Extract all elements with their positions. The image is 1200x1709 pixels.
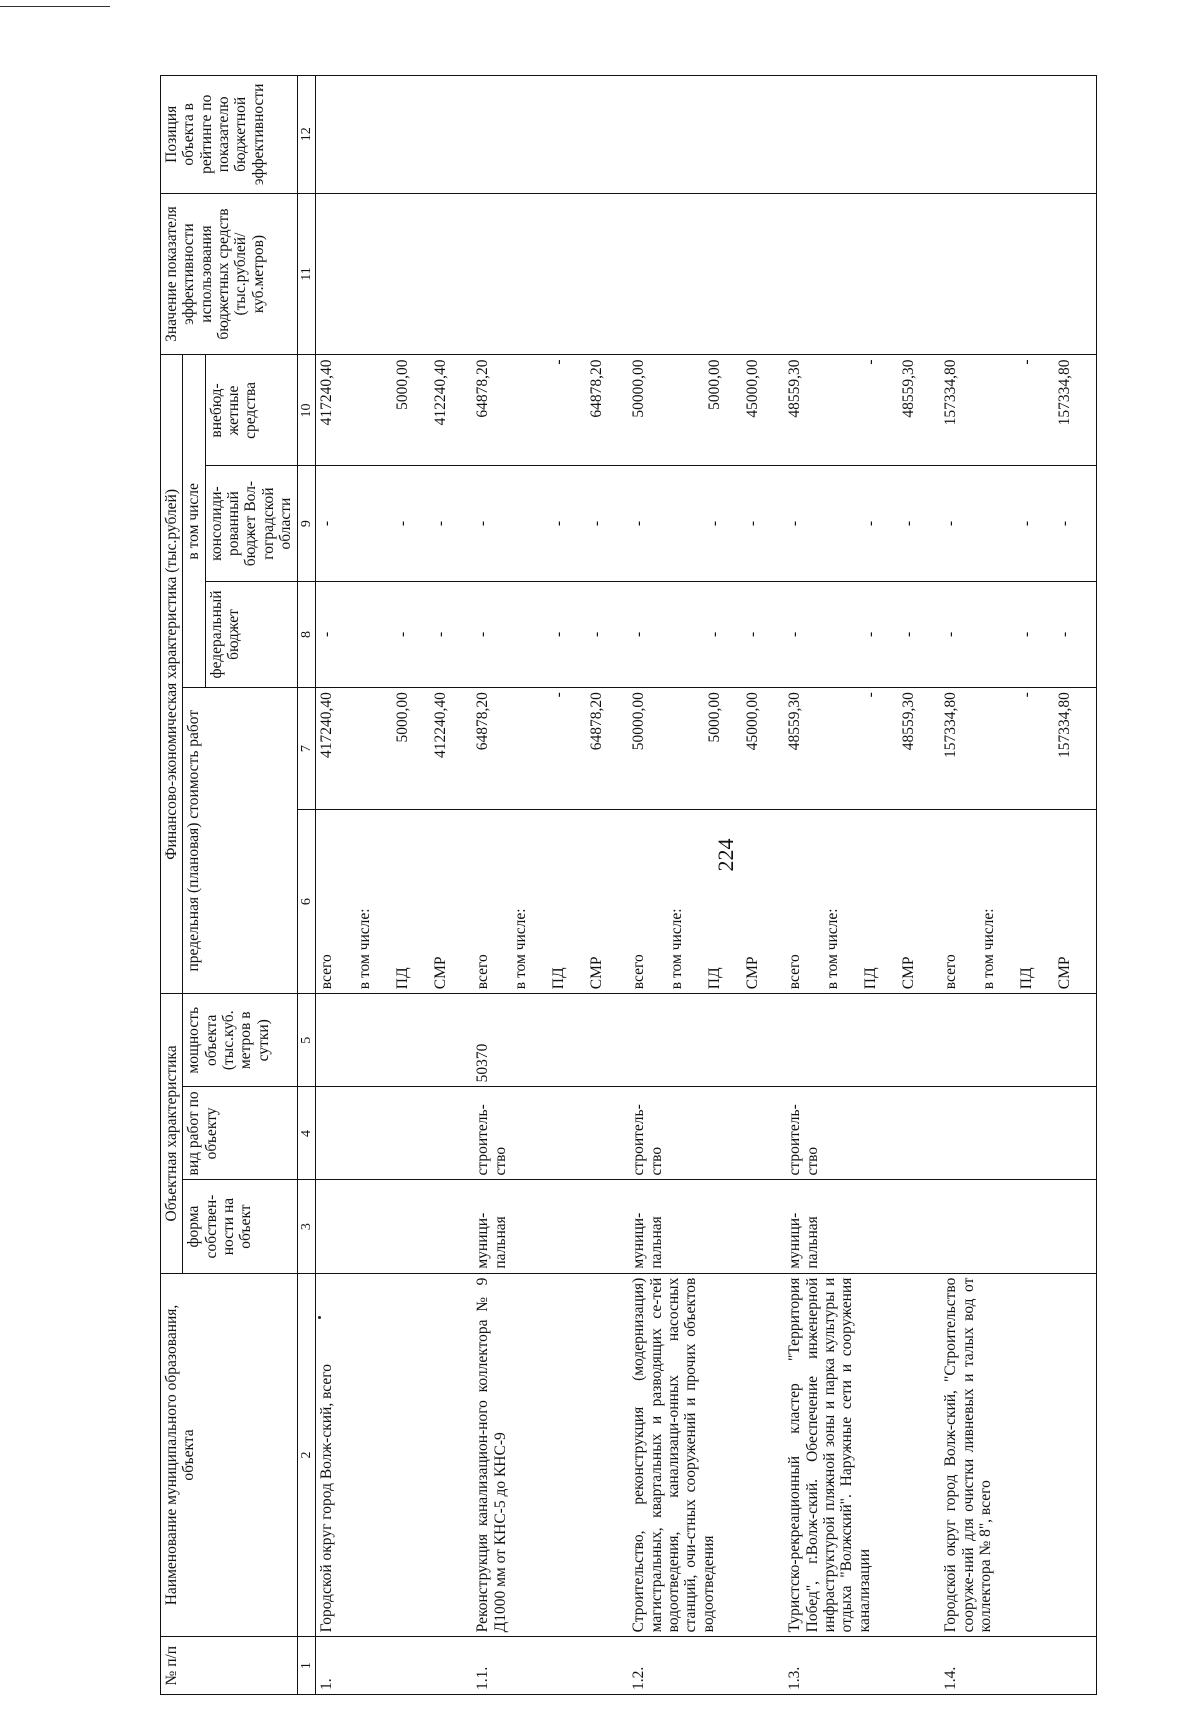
- row-regional-value: -: [318, 521, 336, 527]
- row-capacity: 50370: [472, 994, 628, 1087]
- header-regional: консолиди-рованный бюджет Вол-гоградской области: [205, 466, 297, 581]
- row-regional-value: [668, 470, 706, 576]
- header-financial-characteristic: Финансово-экономическая характеристика (тыс.рублей): [161, 355, 183, 994]
- row-cost-value: [668, 692, 706, 805]
- row-federal-value: -: [394, 631, 412, 638]
- row-rating: [628, 76, 784, 194]
- row-work-type: строитель-ство: [784, 1087, 940, 1180]
- header-num: № п/п: [161, 1637, 298, 1695]
- header-including: в том числе: [183, 355, 205, 688]
- row-name: Туристско-рекреационный кластер "Территория Побед", г.Волж-ский. Обеспечение инженерной инфраструктурой пляжной зоны и парка культуры и отдыха "Волжский". Наружные сети и сооружения канализации: [784, 1273, 940, 1637]
- row-cost-label-value: СМР: [744, 956, 762, 990]
- row-cost-value: [980, 692, 1018, 805]
- row-cost-label-value: ПД: [1018, 967, 1036, 990]
- row-work-type: [940, 1087, 1097, 1180]
- header-ownership: форма собствен-ности на объект: [183, 1180, 297, 1273]
- row-extra-value: [668, 359, 706, 461]
- row-cost-value: 64878,20: [474, 692, 492, 751]
- row-efficiency: [784, 193, 940, 355]
- row-name: Городской округ город Волж-ский, "Строительство сооруже-ний для очистки ливневых и талых вод от коллектора № 8", всего: [940, 1273, 1097, 1637]
- header-rating: Позиция объекта в рейтинге по показателю бюджетной эффективности: [161, 76, 298, 194]
- header-federal: федеральный бюджет: [205, 581, 297, 687]
- header-cost: предельная (плановая) стоимость работ: [183, 688, 297, 994]
- row-extra-value: 48559,30: [900, 359, 918, 418]
- scan-corner-line: [0, 0, 110, 7]
- row-cost-value: 48559,30: [786, 692, 804, 751]
- row-federal-value: -: [786, 631, 804, 638]
- table-row: [472, 76, 628, 1695]
- row-name: Реконструкция канализацион-ного коллектора № 9 Д1000 мм от КНС-5 до КНС-9: [472, 1273, 628, 1637]
- row-regional-value: -: [706, 521, 724, 527]
- row-regional-value: -: [630, 521, 648, 527]
- column-number: 12: [297, 76, 316, 194]
- row-cost-value: [824, 692, 862, 805]
- row-cost: [472, 688, 628, 810]
- row-rating: [940, 76, 1097, 194]
- row-federal-value: -: [550, 631, 568, 638]
- column-number: 6: [297, 810, 316, 994]
- row-capacity: [316, 994, 473, 1087]
- row-cost-label-value: всего: [630, 954, 648, 990]
- row-ownership: [940, 1180, 1097, 1273]
- row-extra-value: [512, 359, 550, 461]
- row-efficiency: [940, 193, 1097, 355]
- row-capacity: [940, 994, 1097, 1087]
- row-extra-value: 157334,80: [1056, 359, 1074, 426]
- row-regional-value: -: [1056, 521, 1074, 527]
- row-number: 1.: [316, 1637, 473, 1695]
- row-regional-value: -: [744, 521, 762, 527]
- row-cost-label-value: СМР: [1056, 956, 1074, 990]
- row-regional: [940, 466, 1097, 581]
- row-extra-value: 5000,00: [394, 359, 412, 410]
- row-efficiency: [316, 193, 473, 355]
- row-cost-label-value: ПД: [862, 967, 880, 990]
- row-cost-value: 50000,00: [630, 692, 648, 751]
- row-cost-label-value: в том числе:: [356, 908, 374, 990]
- column-number: 1: [297, 1637, 316, 1695]
- row-federal-value: -: [706, 631, 724, 638]
- row-cost-label-value: всего: [786, 954, 804, 990]
- row-ownership: муници-пальная: [628, 1180, 784, 1273]
- row-regional-value: -: [588, 521, 606, 527]
- row-extra-value: 412240,40: [432, 359, 450, 426]
- row-cost-label-value: всего: [474, 954, 492, 990]
- row-extra-value: 64878,20: [474, 359, 492, 418]
- row-cost: [940, 688, 1097, 810]
- table-header: [161, 76, 316, 1695]
- table-row: [940, 76, 1097, 1695]
- row-federal-value: -: [1056, 631, 1074, 638]
- row-federal-value: [824, 586, 862, 683]
- row-cost-label-value: в том числе:: [824, 908, 842, 990]
- row-cost-label-value: в том числе:: [512, 908, 530, 990]
- row-cost-label-value: СМР: [432, 956, 450, 990]
- row-cost-value: -: [550, 692, 568, 698]
- row-extra: [784, 355, 940, 466]
- row-cost-value: 48559,30: [900, 692, 918, 751]
- row-work-type: строитель-ство: [472, 1087, 628, 1180]
- row-federal: [472, 581, 628, 687]
- row-cost-label: [940, 810, 1097, 994]
- row-regional: [472, 466, 628, 581]
- row-cost-value: [512, 692, 550, 805]
- row-federal: [316, 581, 473, 687]
- row-rating: [784, 76, 940, 194]
- row-federal-value: [512, 586, 550, 683]
- row-number: 1.2.: [628, 1637, 784, 1695]
- column-number: 2: [297, 1273, 316, 1637]
- column-number-row: [297, 76, 316, 1695]
- row-cost-value: 157334,80: [1056, 692, 1074, 759]
- row-regional-value: -: [862, 521, 880, 527]
- row-extra-value: 157334,80: [942, 359, 960, 426]
- row-regional-value: -: [432, 521, 450, 527]
- row-extra: [940, 355, 1097, 466]
- row-extra: [316, 355, 473, 466]
- row-cost-label: [472, 810, 628, 994]
- row-cost-label: [628, 810, 784, 994]
- row-extra-value: [824, 359, 862, 461]
- row-regional-value: -: [786, 521, 804, 527]
- row-name: Городской округ город Волж-ский, всего: [316, 1273, 473, 1637]
- row-cost-label-value: в том числе:: [668, 908, 686, 990]
- row-federal: [940, 581, 1097, 687]
- row-regional-value: -: [1018, 521, 1036, 527]
- row-cost-label: [316, 810, 473, 994]
- row-number: 1.3.: [784, 1637, 940, 1695]
- row-regional: [316, 466, 473, 581]
- row-regional-value: -: [474, 521, 492, 527]
- row-federal-value: -: [588, 631, 606, 638]
- row-cost-label-value: СМР: [900, 956, 918, 990]
- rotated-table-container: [160, 75, 1200, 1695]
- row-cost-label-value: в том числе:: [980, 908, 998, 990]
- row-efficiency: [472, 193, 628, 355]
- row-federal-value: -: [432, 631, 450, 638]
- row-regional-value: [512, 470, 550, 576]
- row-federal-value: -: [744, 631, 762, 638]
- row-extra-value: 45000,00: [744, 359, 762, 418]
- column-number: 7: [297, 688, 316, 810]
- row-regional-value: [824, 470, 862, 576]
- row-cost-label-value: ПД: [394, 967, 412, 990]
- row-cost-label-value: ПД: [706, 967, 724, 990]
- row-rating: [472, 76, 628, 194]
- row-cost: [628, 688, 784, 810]
- row-ownership: муници-пальная: [472, 1180, 628, 1273]
- row-cost: [316, 688, 473, 810]
- row-work-type: [316, 1087, 473, 1180]
- row-cost: [784, 688, 940, 810]
- row-cost-value: 417240,40: [318, 692, 336, 759]
- row-cost-value: 45000,00: [744, 692, 762, 751]
- row-cost-label-value: всего: [942, 954, 960, 990]
- row-regional-value: -: [550, 521, 568, 527]
- column-number: 9: [297, 466, 316, 581]
- row-capacity: [784, 994, 940, 1087]
- row-rating: [316, 76, 473, 194]
- row-capacity: [628, 994, 784, 1087]
- row-regional-value: -: [942, 521, 960, 527]
- column-number: 4: [297, 1087, 316, 1180]
- row-federal-value: -: [318, 631, 336, 638]
- header-capacity: мощность объекта (тыс.куб. метров в сутки): [183, 994, 297, 1087]
- row-federal-value: -: [900, 631, 918, 638]
- row-ownership: муници-пальная: [784, 1180, 940, 1273]
- row-name: Строительство, реконструкция (модернизация) магистральных, квартальных и разводящих се-тей водоотведения, канализаци-онных насосных станций, очи-стных сооружений и прочих объектов водоотведения: [628, 1273, 784, 1637]
- row-extra-value: 50000,00: [630, 359, 648, 418]
- row-extra-value: -: [550, 359, 568, 365]
- row-cost-label-value: СМР: [588, 956, 606, 990]
- row-cost-value: 157334,80: [942, 692, 960, 759]
- row-cost-value: 5000,00: [394, 692, 412, 743]
- row-regional: [784, 466, 940, 581]
- row-extra-value: 5000,00: [706, 359, 724, 410]
- row-federal-value: -: [1018, 631, 1036, 638]
- row-extra-value: [980, 359, 1018, 461]
- column-number: 11: [297, 193, 316, 355]
- row-cost-value: [356, 692, 394, 805]
- row-federal-value: -: [474, 631, 492, 638]
- row-cost-value: 5000,00: [706, 692, 724, 743]
- row-federal: [784, 581, 940, 687]
- column-number: 3: [297, 1180, 316, 1273]
- row-efficiency: [628, 193, 784, 355]
- row-regional: [628, 466, 784, 581]
- row-number: 1.1.: [472, 1637, 628, 1695]
- row-number: 1.4.: [940, 1637, 1097, 1695]
- row-extra: [472, 355, 628, 466]
- row-federal: [628, 581, 784, 687]
- row-cost-value: -: [1018, 692, 1036, 698]
- row-extra-value: -: [1018, 359, 1036, 365]
- row-regional-value: -: [900, 521, 918, 527]
- header-object-characteristic: Объектная характеристика: [161, 994, 183, 1273]
- row-extra-value: 48559,30: [786, 359, 804, 418]
- header-work-type: вид работ по объекту: [183, 1087, 297, 1180]
- table-row: [316, 76, 473, 1695]
- table-body: [316, 76, 1097, 1695]
- row-cost-value: -: [862, 692, 880, 698]
- financial-table: [160, 75, 1097, 1695]
- row-regional-value: [980, 470, 1018, 576]
- header-efficiency: Значение показателя эффективности использования бюджетных средств (тыс.рублей/ куб.метров): [161, 193, 298, 355]
- row-extra-value: 417240,40: [318, 359, 336, 426]
- table-row: [784, 76, 940, 1695]
- table-row: [628, 76, 784, 1695]
- row-extra: [628, 355, 784, 466]
- header-extra: внебюд-жетные средства: [205, 355, 297, 466]
- column-number: 5: [297, 994, 316, 1087]
- row-work-type: строитель-ство: [628, 1087, 784, 1180]
- row-extra-value: [356, 359, 394, 461]
- row-federal-value: -: [630, 631, 648, 638]
- row-ownership: [316, 1180, 473, 1273]
- row-federal-value: -: [862, 631, 880, 638]
- row-federal-value: [356, 586, 394, 683]
- row-extra-value: -: [862, 359, 880, 365]
- row-cost-value: 64878,20: [588, 692, 606, 751]
- row-regional-value: -: [394, 521, 412, 527]
- column-number: 8: [297, 581, 316, 687]
- row-federal-value: -: [942, 631, 960, 638]
- row-federal-value: [668, 586, 706, 683]
- row-cost-label: [784, 810, 940, 994]
- row-cost-label-value: всего: [318, 954, 336, 990]
- row-extra-value: 64878,20: [588, 359, 606, 418]
- header-name: Наименование муниципального образования, объекта: [161, 1273, 298, 1637]
- page-number: 224: [713, 838, 738, 872]
- column-number: 10: [297, 355, 316, 466]
- row-cost-label-value: ПД: [550, 967, 568, 990]
- row-federal-value: [980, 586, 1018, 683]
- row-cost-value: 412240,40: [432, 692, 450, 759]
- row-regional-value: [356, 470, 394, 576]
